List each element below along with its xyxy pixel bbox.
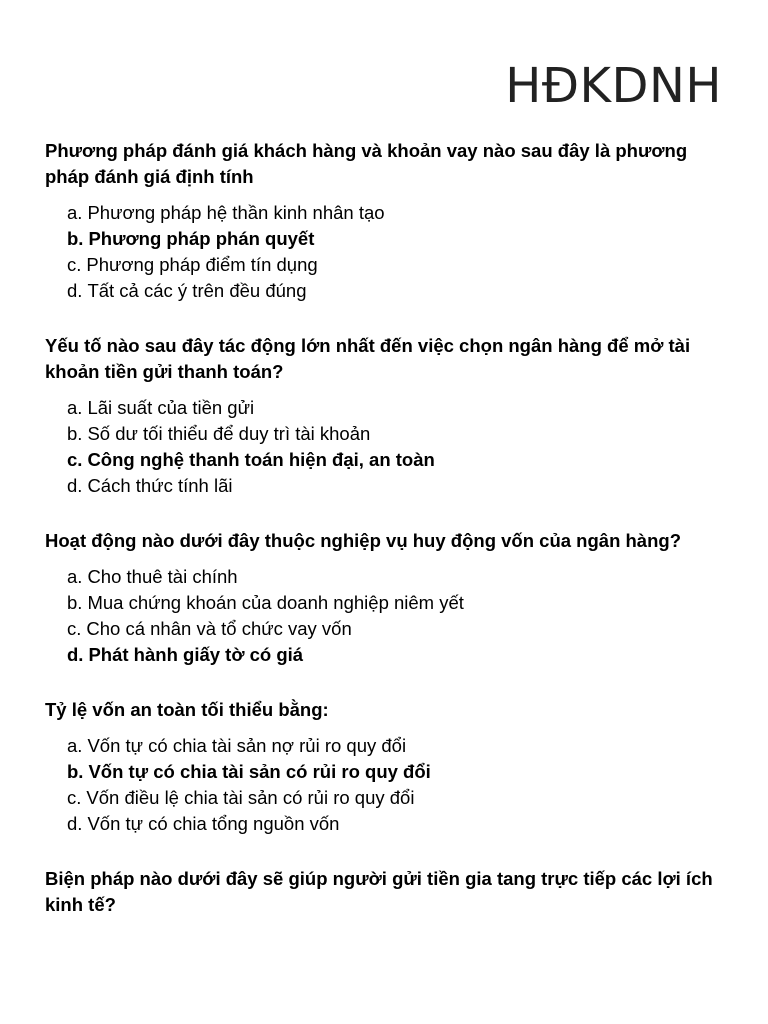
answer-option-a: [67, 200, 735, 226]
quiz-content: [45, 138, 735, 947]
option-text: Cho cá nhân và tổ chức vay vốn: [86, 618, 352, 639]
question-3: [45, 528, 735, 668]
answer-option-a: [67, 395, 735, 421]
question-4: [45, 697, 735, 837]
option-letter: d.: [67, 813, 83, 834]
option-letter: a.: [67, 202, 83, 223]
question-text: Biện pháp nào dưới đây sẽ giúp người gửi tiền gia tang trực tiếp các lợi ích kinh tế?: [45, 868, 713, 915]
option-text: Lãi suất của tiền gửi: [87, 397, 255, 418]
option-letter: d.: [67, 475, 83, 496]
option-text: Tất cả các ý trên đều đúng: [87, 280, 307, 301]
answer-option-b-correct: [67, 226, 735, 252]
answer-option-d: [67, 278, 735, 304]
question-2: [45, 333, 735, 499]
option-text: Phương pháp phán quyết: [88, 228, 315, 249]
question-text: Tỷ lệ vốn an toàn tối thiểu bằng:: [45, 699, 329, 720]
option-text: Phát hành giấy tờ có giá: [88, 644, 304, 665]
option-text: Vốn tự có chia tài sản có rủi ro quy đổi: [88, 761, 431, 782]
question-text: Hoạt động nào dưới đây thuộc nghiệp vụ huy động vốn của ngân hàng?: [45, 530, 682, 551]
option-letter: b.: [67, 228, 84, 249]
answer-option-c: [67, 785, 735, 811]
option-letter: c.: [67, 254, 82, 275]
answer-option-c: [67, 252, 735, 278]
option-text: Số dư tối thiểu để duy trì tài khoản: [87, 423, 371, 444]
option-letter: c.: [67, 618, 82, 639]
option-text: Vốn điều lệ chia tài sản có rủi ro quy đổi: [86, 787, 415, 808]
answer-option-d: [67, 811, 735, 837]
question-5: [45, 866, 735, 918]
question-text: Yếu tố nào sau đây tác động lớn nhất đến việc chọn ngân hàng để mở tài khoản tiền gửi thanh toán?: [45, 335, 691, 382]
option-letter: c.: [67, 449, 83, 470]
answer-option-b: [67, 421, 735, 447]
option-letter: b.: [67, 761, 84, 782]
option-letter: a.: [67, 566, 83, 587]
answer-option-b: [67, 590, 735, 616]
option-text: Phương pháp hệ thần kinh nhân tạo: [87, 202, 385, 223]
option-letter: a.: [67, 735, 83, 756]
answer-option-a: [67, 733, 735, 759]
answer-option-d-correct: [67, 642, 735, 668]
option-text: Công nghệ thanh toán hiện đại, an toàn: [87, 449, 435, 470]
option-text: Vốn tự có chia tài sản nợ rủi ro quy đổi: [87, 735, 407, 756]
answer-option-c: [67, 616, 735, 642]
answer-option-b-correct: [67, 759, 735, 785]
answer-option-a: [67, 564, 735, 590]
question-1: [45, 138, 735, 304]
question-text: Phương pháp đánh giá khách hàng và khoản vay nào sau đây là phương pháp đánh giá định tính: [45, 140, 688, 187]
option-letter: d.: [67, 644, 84, 665]
option-letter: a.: [67, 397, 83, 418]
answer-options: [45, 200, 735, 304]
answer-option-c-correct: [67, 447, 735, 473]
option-letter: d.: [67, 280, 83, 301]
option-text: Cho thuê tài chính: [87, 566, 238, 587]
option-letter: c.: [67, 787, 82, 808]
page-title: HĐKDNH: [505, 58, 722, 114]
answer-options: [45, 395, 735, 499]
answer-options: [45, 564, 735, 668]
option-text: Mua chứng khoán của doanh nghiệp niêm yết: [87, 592, 464, 613]
option-letter: b.: [67, 423, 83, 444]
answer-option-d: [67, 473, 735, 499]
option-letter: b.: [67, 592, 83, 613]
option-text: Phương pháp điểm tín dụng: [86, 254, 318, 275]
answer-options: [45, 733, 735, 837]
option-text: Vốn tự có chia tổng nguồn vốn: [87, 813, 340, 834]
option-text: Cách thức tính lãi: [87, 475, 233, 496]
